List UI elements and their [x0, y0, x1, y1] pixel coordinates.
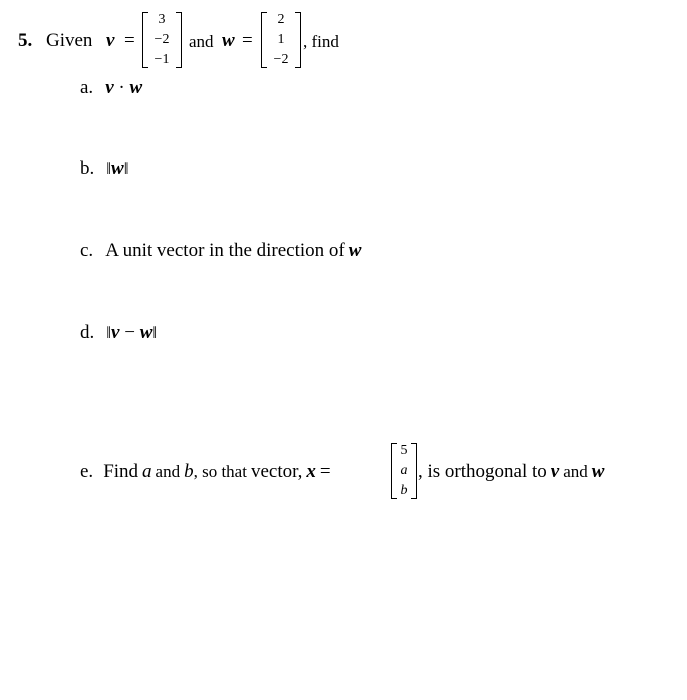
w-vector-matrix	[261, 12, 301, 68]
part-e-label: e.	[80, 461, 94, 482]
w-symbol: w	[591, 461, 605, 482]
given-text: Given	[46, 30, 93, 51]
v-entry-2: −2	[154, 32, 170, 47]
w-entry-3: −2	[273, 52, 289, 67]
part-d	[80, 322, 157, 344]
w-symbol: w	[348, 240, 362, 261]
part-a-label: a.	[80, 77, 94, 98]
part-a	[80, 77, 142, 99]
equals-sign: =	[124, 30, 135, 51]
x-symbol: x	[306, 461, 316, 482]
v-entry-3: −1	[154, 52, 170, 67]
part-d-label: d.	[80, 322, 95, 343]
w-symbol: w	[129, 77, 143, 98]
w-entry-2: 1	[277, 32, 285, 47]
w-symbol: w	[222, 30, 235, 51]
orthogonal-text: , is orthogonal to	[418, 461, 547, 482]
part-e-left	[80, 461, 331, 483]
norm-open: ‖	[106, 159, 112, 178]
x-entry-2: a	[400, 463, 408, 478]
equals-sign: =	[319, 461, 331, 482]
v-symbol: v	[105, 77, 114, 98]
part-e-right	[418, 461, 604, 483]
and-text: and	[155, 462, 181, 481]
equals-sign-2: =	[242, 30, 253, 51]
problem-number: 5.	[18, 30, 33, 51]
part-b	[80, 158, 129, 180]
part-b-label: b.	[80, 158, 95, 179]
part-c-label: c.	[80, 240, 94, 261]
v-vector-matrix	[142, 12, 182, 68]
v-entry-1: 3	[158, 12, 166, 27]
and-text: and	[563, 462, 588, 481]
v-symbol: v	[550, 461, 560, 482]
a-symbol: a	[142, 461, 152, 482]
find-word: Find	[103, 461, 139, 482]
so-that-text: , so that	[193, 462, 247, 481]
x-vector-matrix	[391, 443, 417, 499]
norm-close: ‖	[152, 323, 158, 342]
w-entry-1: 2	[277, 12, 285, 27]
norm-close: ‖	[123, 159, 129, 178]
w-symbol: w	[139, 322, 153, 343]
find-text: , find	[303, 32, 339, 51]
x-entry-3: b	[400, 483, 408, 498]
part-c-text: A unit vector in the direction of	[105, 240, 345, 261]
b-symbol: b	[184, 461, 194, 482]
part-c	[80, 240, 361, 262]
x-entry-1: 5	[400, 443, 408, 458]
minus-operator: −	[119, 322, 140, 343]
and-text: and	[189, 32, 214, 51]
v-symbol: v	[106, 30, 115, 51]
dot-operator: ·	[113, 77, 130, 98]
v-symbol: v	[111, 322, 120, 343]
w-symbol: w	[111, 158, 124, 179]
norm-open: ‖	[106, 323, 112, 342]
vector-word: vector,	[250, 461, 303, 482]
